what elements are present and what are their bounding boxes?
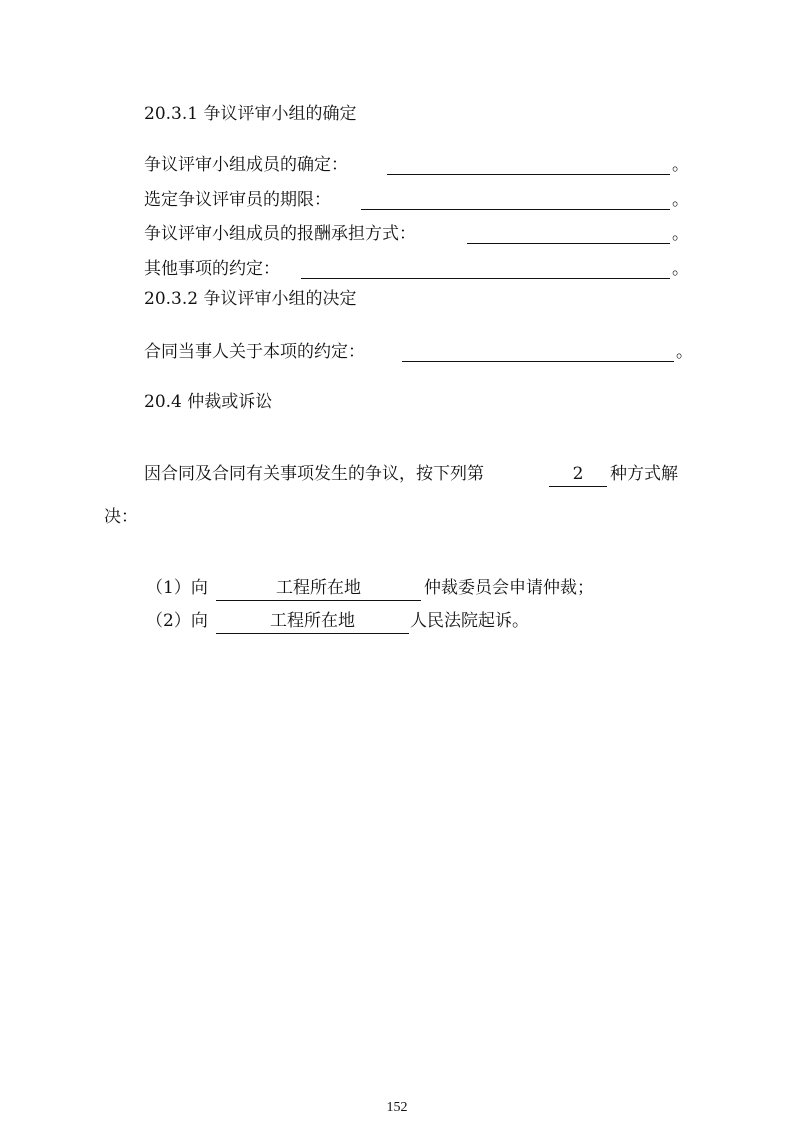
dispute-intro-text-end: 种方式解 (610, 464, 678, 484)
option-1-prefix: （1）向 (146, 578, 208, 598)
remuneration-period: 。 (672, 224, 689, 244)
party-agreement-blank[interactable] (402, 361, 674, 362)
method-number-field[interactable]: 2 (549, 462, 607, 487)
section-20-3-1-heading: 20.3.1 争议评审小组的确定 (144, 104, 357, 124)
member-determination-label: 争议评审小组成员的确定： (144, 155, 348, 175)
remuneration-blank[interactable] (467, 243, 670, 244)
party-agreement-period: 。 (676, 342, 693, 362)
dispute-intro-continued: 决： (104, 507, 138, 527)
option-2-prefix: （2）向 (146, 611, 208, 631)
selection-period-label: 选定争议评审员的期限： (144, 190, 331, 210)
page-number: 152 (386, 1100, 408, 1115)
option-1-venue-field[interactable]: 工程所在地 (216, 576, 421, 601)
dispute-intro-text: 因合同及合同有关事项发生的争议，按下列第 (144, 464, 484, 484)
member-determination-blank[interactable] (387, 174, 670, 175)
other-matters-label: 其他事项的约定： (144, 259, 280, 279)
member-determination-period: 。 (672, 155, 689, 175)
section-20-4-heading: 20.4 仲裁或诉讼 (144, 392, 273, 412)
option-2-venue-field[interactable]: 工程所在地 (216, 609, 409, 634)
party-agreement-label: 合同当事人关于本项的约定： (144, 342, 365, 362)
remuneration-label: 争议评审小组成员的报酬承担方式： (144, 224, 416, 244)
option-2-suffix: 人民法院起诉。 (410, 611, 529, 631)
other-matters-blank[interactable] (301, 278, 670, 279)
selection-period-period: 。 (672, 190, 689, 210)
section-20-3-2-heading: 20.3.2 争议评审小组的决定 (144, 289, 357, 309)
selection-period-blank[interactable] (361, 209, 670, 210)
option-1-suffix: 仲裁委员会申请仲裁； (424, 578, 594, 598)
other-matters-period: 。 (672, 259, 689, 279)
